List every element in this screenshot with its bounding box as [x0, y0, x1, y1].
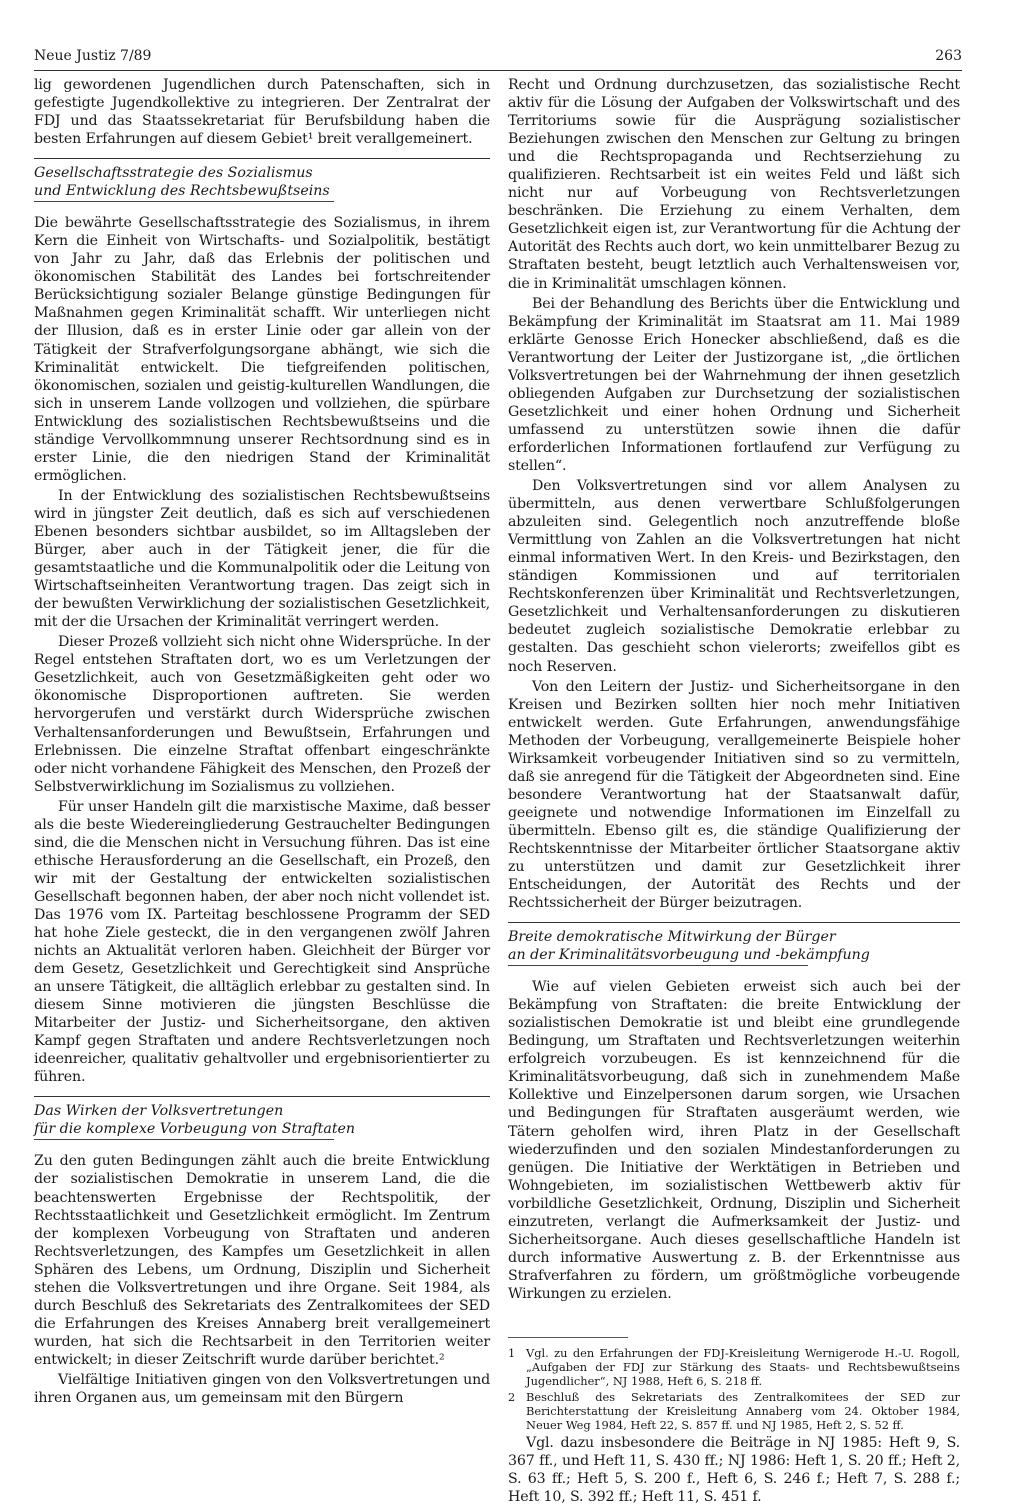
heading-underline [34, 1139, 334, 1140]
intro-paragraph: lig gewordenen Jugendlichen durch Patenschaften, sich in gefestigte Jugendkollektive zu integrieren. Der Zentralrat der FDJ und das Staatssekretariat für Berufsbildung haben die besten Erfahrungen auf diesem Gebiet¹ breit verallgemeinert. [34, 77, 490, 148]
body-paragraph: Vielfältige Initiativen gingen von den Volksvertretungen und ihren Organen aus, um gemeinsam mit den Bürgern [34, 1372, 490, 1407]
footnote-text: Vgl. zu den Erfahrungen der FDJ-Kreisleitung Wernigerode H.-U. Rogoll, „Aufgaben der FDJ zur Stärkung des Staats- und Rechtsbewußtseins Jugendlicher“, NJ 1988, Heft 6, S. 218 ff. [526, 1346, 960, 1388]
footnote-number: 1 [508, 1346, 516, 1360]
footnote-continuation: Vgl. dazu insbesondere die Beiträge in NJ 1985: Heft 9, S. 367 ff., und Heft 11, S. 430 ff.; NJ 1986: Heft 1, S. 20 ff.; Heft 2, S. 63 ff.; Heft 5, S. 200 f., Heft 6, S. 246 f.; Heft 7, S. 288 f.; Heft 10, S. 392 ff.; Heft 11, S. 451 f. [508, 1435, 960, 1506]
footnote-text: Beschluß des Sekretariats des Zentralkomitees der SED zur Berichterstattung der Kreisleitung Annaberg vom 24. Oktober 1984, Neuer Weg 1984, Heft 22, S. 857 ff. und NJ 1985, Heft 2, S. 52 ff. [526, 1390, 960, 1432]
page-header [34, 48, 962, 70]
footnote-rule [508, 1337, 628, 1338]
section-divider [508, 922, 960, 923]
section-heading-line-2: für die komplexe Vorbeugung von Straftaten [34, 1121, 356, 1138]
section-heading-line-2: und Entwicklung des Rechtsbewußtseins [34, 183, 330, 200]
footnote-number: 2 [508, 1390, 516, 1404]
section-heading-mitwirkung [508, 922, 960, 966]
body-paragraph: Den Volksvertretungen sind vor allem Analysen zu übermitteln, aus denen verwertbare Schlußfolgerungen abzuleiten sind. Gelegentlich noch anzutreffende bloße Vermittlung von Zahlen an die Volksvertretungen hat nicht einmal informativen Wert. In den Kreis- und Bezirkstagen, den ständigen Kommissionen und auf territorialen Rechtskonferenzen über Kriminalität und Rechtsverletzungen, Gesetzlichkeit und Verhaltensanforderungen zu diskutieren bedeutet zugleich sozialistische Demokratie erlebbar zu gestalten. Das geschieht schon vielerorts; zweifellos gibt es noch Reserven. [508, 478, 960, 675]
journal-issue: Neue Justiz 7/89 [34, 48, 152, 64]
section-heading-line-2: an der Kriminalitätsvorbeugung und -bekämpfung [508, 947, 870, 964]
body-paragraph: Zu den guten Bedingungen zählt auch die breite Entwicklung der sozialistischen Demokratie in unserem Land, die die beachtenswerten Ergebnisse der Rechtspolitik, der Rechtsstaatlichkeit und Gesetzlichkeit ermöglicht. Im Zentrum der komplexen Vorbeugung von Straftaten und anderen Rechtsverletzungen, des Kampfes um Gesetzlichkeit in allen Sphären des Lebens, um Ordnung, Disziplin und Sicherheit stehen die Volksvertretungen und ihre Organe. Seit 1984, als durch Beschluß des Sekretariats des Zentralkomitees der SED die Erfahrungen des Kreises Annaberg breit verallgemeinert wurden, hat sich die Rechtsarbeit in den Territorien weiter entwickelt; in dieser Zeitschrift wurde darüber berichtet.² [34, 1153, 490, 1368]
body-paragraph: Von den Leitern der Justiz- und Sicherheitsorgane in den Kreisen und Bezirken sollten hier noch mehr Initiativen entwickelt werden. Gute Erfahrungen, anwendungsfähige Methoden der Vorbeugung, verallgemeinerte Beispiele hoher Wirksamkeit vorbeugender Initiativen sind so zu vermitteln, daß sie anregend für die Tätigkeit der Abgeordneten sind. Eine besondere Verantwortung hat der Staatsanwalt dafür, geeignete und notwendige Informationen im Einzelfall zu übermitteln. Ebenso gilt es, die ständige Qualifizierung der Rechtskenntnisse der Mitarbeiter örtlicher Staatsorgane aktiv zu unterstützen und damit zur Gesetzlichkeit ihrer Entscheidungen, der Autorität des Rechts und der Rechtssicherheit der Bürger beizutragen. [508, 678, 960, 912]
section-heading-line-1: Breite demokratische Mitwirkung der Bürger [508, 929, 836, 946]
right-column [508, 76, 960, 1506]
header-rule [34, 70, 962, 71]
body-paragraph: Für unser Handeln gilt die marxistische Maxime, daß besser als die beste Wiedereingliederung Gestrauchelter Bedingungen sind, die die Menschen nicht in Versuchung führen. Das ist eine ethische Herausforderung an die Gesellschaft, ein Prozeß, den wir mit der Gestaltung der entwickelten sozialistischen Gesellschaft begonnen haben, der aber noch nicht vollendet ist. Das 1976 vom IX. Parteitag beschlossene Programm der SED hat hohe Ziele gesteckt, die in den vergangenen zwölf Jahren nichts an Aktualität verloren haben. Gleichheit der Bürger vor dem Gesetz, Gesetzlichkeit und Gerechtigkeit sind Ansprüche an unsere Tätigkeit, die alltäglich erlebbar zu gestalten sind. In diesem Sinne motivieren die jüngsten Beschlüsse die Mitarbeiter der Justiz- und Sicherheitsorgane, den aktiven Kampf gegen Straftaten und andere Rechtsverletzungen noch ideenreicher, qualitativ gehaltvoller und ergebnisorientierter zu führen. [34, 798, 490, 1086]
section-heading-line-1: Gesellschaftsstrategie des Sozialismus [34, 165, 313, 182]
section-divider [34, 1096, 490, 1097]
section-heading-line-1: Das Wirken der Volksvertretungen [34, 1103, 284, 1120]
body-paragraph: Recht und Ordnung durchzusetzen, das sozialistische Recht aktiv für die Lösung der Aufgaben der Volkswirtschaft und des Territoriums sowie für die Ausprägung sozialistischer Beziehungen zwischen den Menschen zur Geltung zu bringen und die Rechtspropaganda und Rechtserziehung zu qualifizieren. Rechtsarbeit ist ein weites Feld und läßt sich nicht nur auf Vorbeugung von Rechtsverletzungen beschränken. Die Erziehung zu einem Verhalten, dem Gesetzlichkeit eigen ist, zur Verantwortung für die Achtung der Autorität des Rechts auch dort, wo kein unmittelbarer Bezug zu Straftaten besteht, beugt letztlich auch Verhaltensweisen vor, die in Kriminalität umschlagen können. [508, 77, 960, 292]
heading-underline [508, 965, 808, 966]
footnote-1 [508, 1346, 960, 1388]
section-heading-strategy [34, 158, 490, 202]
body-paragraph: Die bewährte Gesellschaftsstrategie des Sozialismus, in ihrem Kern die Einheit von Wirtschafts- und Sozialpolitik, bestätigt von Jahr zu Jahr, daß das Erlebnis der politischen und ökonomischen Stabilität des Landes bei fortschreitender Berücksichtigung sozialer Belange günstige Bedingungen für Maßnahmen gegen Kriminalität schafft. Wir unterliegen nicht der Illusion, daß es in erster Linie oder gar allein von der Tätigkeit der Strafverfolgungsorgane abhängt, wie sich die Kriminalität entwickelt. Die tiefgreifenden politischen, ökonomischen, sozialen und geistig-kulturellen Wandlungen, die sich in unserem Lande vollzogen und vollziehen, die spürbare Entwicklung des sozialistischen Rechtsbewußtseins und die ständige Vervollkommnung unserer Rechtsordnung sind es in erster Linie, die den niedrigen Stand der Kriminalität ermöglichen. [34, 215, 490, 484]
section-heading-volksvertretungen [34, 1096, 490, 1140]
footnote-2 [508, 1390, 960, 1432]
body-paragraph: Bei der Behandlung des Berichts über die Entwicklung und Bekämpfung der Kriminalität im Staatsrat am 11. Mai 1989 erklärte Genosse Erich Honecker abschließend, daß es die Verantwortung der Leiter der Justizorgane ist, „die örtlichen Volksvertretungen bei der Wahrnehmung der ihnen gesetzlich obliegenden Aufgaben zur Durchsetzung der sozialistischen Gesetzlichkeit und einer hohen Ordnung und Sicherheit umfassend zu unterstützen sowie ihnen die dafür erforderlichen Informationen fortlaufend zur Verfügung zu stellen“. [508, 295, 960, 474]
heading-underline [34, 201, 334, 202]
body-paragraph: Wie auf vielen Gebieten erweist sich auch bei der Bekämpfung von Straftaten: die breite Entwicklung der sozialistischen Demokratie ist und bleibt eine grundlegende Bedingung, um Straftaten und Rechtsverletzungen weiterhin erfolgreich vorzubeugen. Es ist kennzeichnend für die Kriminalitätsvorbeugung, daß sich in zunehmendem Maße Kollektive und Einzelpersonen darum sorgen, wie Ursachen und Bedingungen für Straftaten ausgeräumt werden, wie Tätern geholfen wird, ihren Platz in der Gesellschaft wiederzufinden und den sozialen Mindestanforderungen zu genügen. Die Initiative der Werktätigen in Betrieben und Wohngebieten, im sozialistischen Wettbewerb aktiv für vorbildliche Gesetzlichkeit, Ordnung, Disziplin und Sicherheit einzutreten, verlangt die Aufmerksamkeit der Justiz- und Sicherheitsorgane. Auch dieses gesellschaftliche Handeln ist durch informative Auswertung z. B. der Erkenntnisse aus Strafverfahren zu fördern, um größtmögliche vorbeugende Wirkungen zu erzielen. [508, 979, 960, 1302]
section-divider [34, 158, 490, 159]
body-paragraph: Dieser Prozeß vollzieht sich nicht ohne Widersprüche. In der Regel entstehen Straftaten dort, wo es um Verletzungen der Gesetzlichkeit, auch von Gesetzmäßigkeiten geht oder wo ökonomische Disproportionen auftreten. Sie werden hervorgerufen und verstärkt durch Widersprüche zwischen Verhaltensanforderungen und Bewußtsein, Erfahrungen und Erlebnissen. Die einzelne Straftat offenbart eingeschränkte oder nicht vorhandene Fähigkeit des Menschen, den Prozeß der Selbstverwirklichung im Sozialismus zu vollziehen. [34, 634, 490, 795]
body-paragraph: In der Entwicklung des sozialistischen Rechtsbewußtseins wird in jüngster Zeit deutlich, daß es sich auf verschiedenen Ebenen besonders sichtbar ausbildet, so im Alltagsleben der Bürger, aber auch in der Tätigkeit jener, die für die gesamtstaatliche und die Kommunalpolitik oder die Leitung von Wirtschaftseinheiten Verantwortung tragen. Das zeigt sich in der bewußten Verwirklichung der sozialistischen Gesetzlichkeit, mit der die Ursachen der Kriminalität verringert werden. [34, 487, 490, 631]
left-column [34, 76, 490, 1407]
footnotes [508, 1346, 960, 1506]
page-number: 263 [935, 48, 962, 64]
